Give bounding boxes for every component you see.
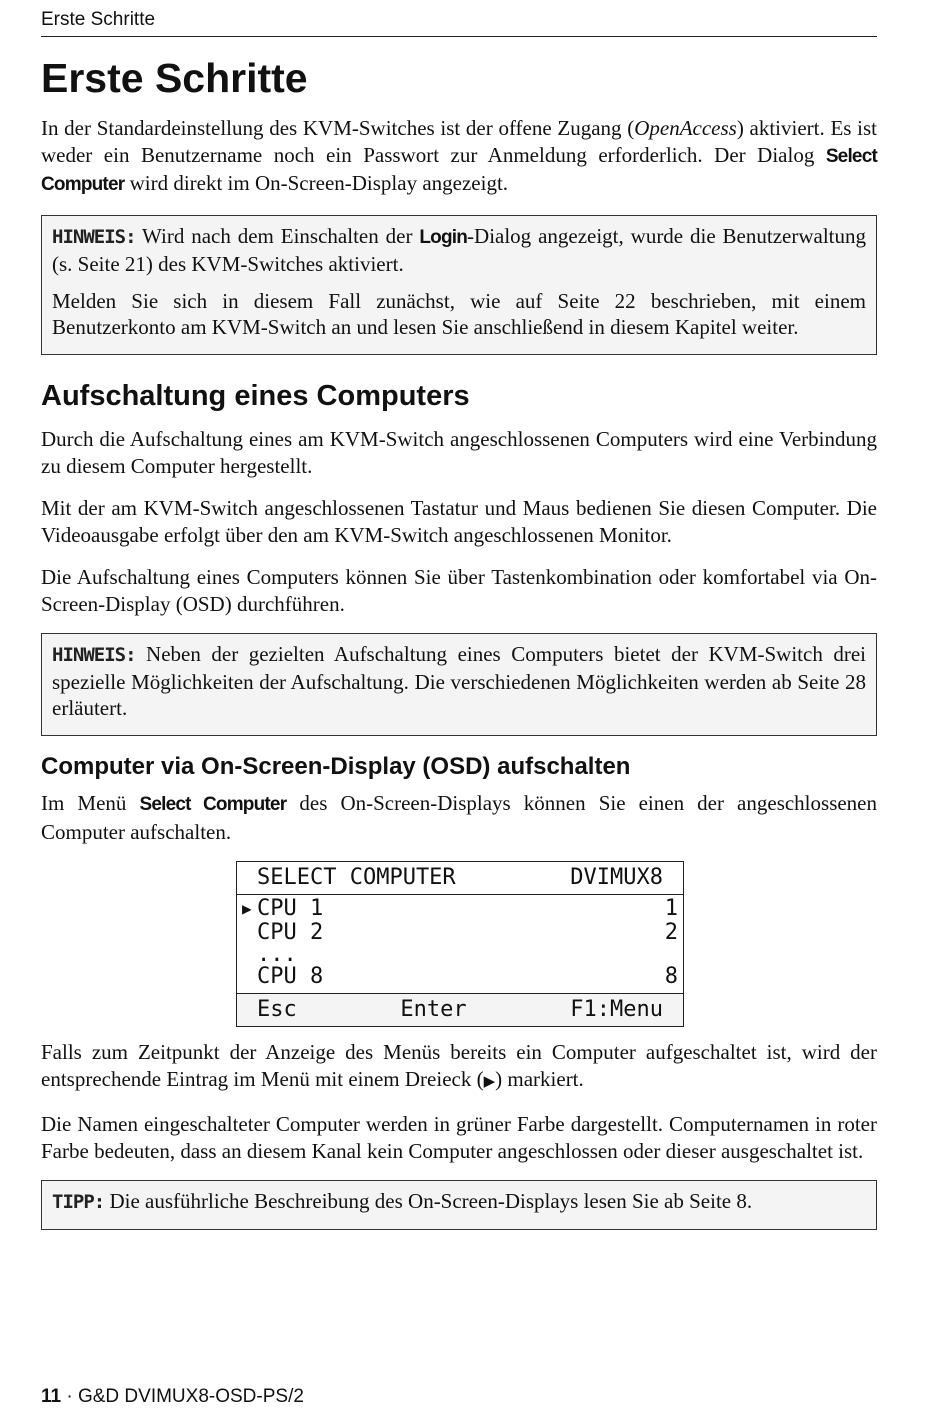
product-name: G&D DVIMUX8-OSD-PS/2 [77, 1386, 304, 1407]
osd-computer-name: CPU 1 [257, 896, 324, 922]
page-footer: 11 · G&D DVIMUX8-OSD-PS/2 [41, 1386, 304, 1407]
section-heading: Aufschaltung eines Computers [41, 379, 470, 412]
osd-channel-number: 8 [664, 964, 678, 990]
osd-computer-name: CPU 8 [257, 964, 324, 990]
subsection-heading: Computer via On-Screen-Display (OSD) aufschalten [41, 752, 631, 780]
tip-label: TIPP: [52, 1191, 105, 1214]
note-box-modes [41, 633, 877, 736]
body-paragraph: Im Menü Select Computer des On-Screen-Displays können Sie einen der angeschlossenen Computer aufschalten. [41, 791, 878, 844]
tip-paragraph: TIPP: Die ausführliche Beschreibung des On-Screen-Displays lesen Sie ab Seite 8. [52, 1189, 753, 1214]
osd-device-name: DVIMUX8 [570, 865, 663, 891]
note-paragraph: Melden Sie sich in diesem Fall zunächst, wie auf Seite 22 beschrieben, mit einem Benutzerkonto am KVM-Switch an und lesen Sie anschließend in diesem Kapitel weiter. [52, 288, 866, 340]
intro-paragraph: In der Standardeinstellung des KVM-Switches ist der offene Zugang (OpenAccess) aktiviert. Es ist weder ein Benutzername noch ein Passwort zur Anmeldung erforderlich. Der Dialog Select Computer wird direkt im On-Screen-Display angezeigt. [41, 116, 877, 196]
osd-channel-number: 2 [664, 920, 678, 946]
ui-term-select-computer: Select Computer [139, 794, 287, 816]
osd-list-item [242, 897, 678, 921]
osd-key-f1-menu: F1:Menu [570, 997, 663, 1023]
ui-term-login: Login [419, 226, 468, 248]
osd-list-item [242, 921, 678, 945]
body-paragraph: Falls zum Zeitpunkt der Anzeige des Menüs bereits ein Computer aufgeschaltet ist, wird der entsprechende Eintrag im Menü mit einem Dreieck (▶) markiert. [41, 1040, 877, 1091]
note-label: HINWEIS: [52, 225, 136, 248]
body-paragraph: Die Aufschaltung eines Computers können Sie über Tastenkombination oder komfortabel via On-Screen-Display (OSD) durchführen. [41, 565, 877, 616]
note-paragraph: HINWEIS: Neben der gezielten Aufschaltung eines Computers bietet der KVM-Switch drei spezielle Möglichkeiten der Aufschaltung. Die verschiedenen Möglichkeiten werden ab Seite 28 erläutert. [52, 642, 866, 721]
osd-key-esc: Esc [257, 997, 297, 1023]
osd-footer [237, 993, 683, 1026]
tip-box [41, 1180, 877, 1230]
osd-title: SELECT COMPUTER [257, 865, 456, 891]
osd-list-item [242, 965, 678, 989]
ui-term-select-computer: Select Computer [41, 145, 877, 196]
osd-header [237, 862, 683, 895]
page-number: 11 [41, 1386, 62, 1407]
osd-ellipsis: ... [257, 942, 297, 968]
osd-computer-name: CPU 2 [257, 920, 324, 946]
running-header: Erste Schritte [41, 9, 877, 37]
osd-list [237, 895, 683, 993]
page-title: Erste Schritte [41, 55, 308, 101]
osd-key-enter: Enter [400, 997, 467, 1023]
note-box-login [41, 215, 877, 355]
triangle-marker-icon: ▶ [483, 1073, 496, 1090]
triangle-marker-icon: ▶ [242, 899, 252, 919]
note-paragraph: HINWEIS: Wird nach dem Einschalten der Login-Dialog angezeigt, wurde die Benutzerwaltung (s. Seite 21) des KVM-Switches aktiviert. [52, 223, 866, 277]
body-paragraph: Durch die Aufschaltung eines am KVM-Switch angeschlossenen Computers wird eine Verbindung zu diesem Computer hergestellt. [41, 427, 877, 478]
osd-select-computer-figure [236, 861, 684, 1027]
note-label: HINWEIS: [52, 644, 136, 667]
body-paragraph: Die Namen eingeschalteter Computer werden in grüner Farbe dargestellt. Computernamen in roter Farbe bedeuten, dass an diesem Kanal kein Computer angeschlossen oder dieser ausgeschaltet ist. [41, 1112, 877, 1163]
body-paragraph: Mit der am KVM-Switch angeschlossenen Tastatur und Maus bedienen Sie diesen Computer. Die Videoausgabe erfolgt über den am KVM-Switch angeschlossenen Monitor. [41, 496, 877, 547]
osd-channel-number: 1 [664, 896, 678, 922]
page-content [41, 56, 877, 1242]
osd-list-item [242, 942, 678, 968]
